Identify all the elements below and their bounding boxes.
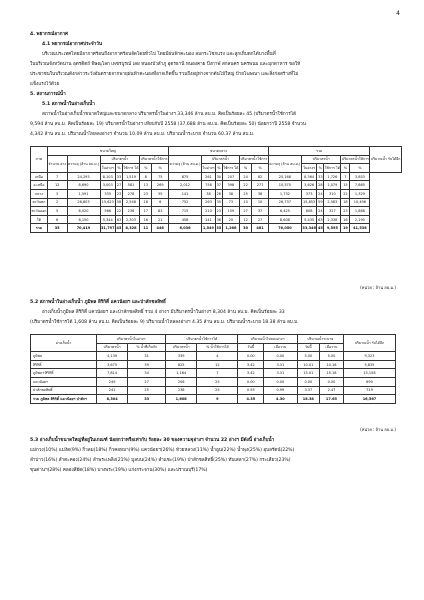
table-cell: 21	[152, 215, 169, 224]
table-cell: 2,583	[324, 198, 341, 207]
table-cell: 3	[47, 189, 67, 198]
table-cell: 10.01	[297, 360, 319, 369]
col-capacity: ความจุ (ล้าน ลบ.ม.)	[169, 155, 202, 172]
table-cell: 875	[169, 172, 202, 181]
table-cell: 24	[317, 189, 324, 198]
table-cell: 39	[128, 360, 166, 369]
table-cell: 2,548	[122, 198, 139, 207]
table-cell: 8,690	[67, 181, 100, 190]
table-cell: 481	[252, 224, 269, 233]
s53-line: ลำปาว(16%) ลำตะคอง(24%) ลำพระเพลิง(21%) มูลบน(24%) ลำแซะ(19%) ป่าสักชลสิทธิ์(25%) ทับเสลา(27%) กระเสียว(23%)	[30, 458, 291, 463]
table2-unit-note: (หน่วย : ล้าน ลบ.ม.)	[360, 427, 396, 432]
table-row	[31, 198, 402, 207]
table-cell: 3.42	[238, 360, 264, 369]
table-cell: 141	[169, 189, 202, 198]
sub-pct: %	[215, 164, 222, 173]
reservoir-line: สภาพน้ำในอ่างเก็บน้ำขนาดใหญ่และขนาดกลาง ปริมาตรน้ำในอ่างฯ 33,346 ล้าน ลบ.ม. คิดเป็นร้อยละ 45 (ปริมาตรน้ำใช้การได้	[42, 112, 297, 117]
section-4-1-title: 4.1 พยากรณ์อากาศประจำวัน	[42, 42, 103, 47]
sub-header: เมื่อวาน	[264, 343, 298, 352]
table-cell: 0.00	[264, 352, 298, 361]
table-cell: 2,338	[324, 215, 341, 224]
forecast-line: ในบริเวณจังหวัดน่าน อุตรดิตถ์ พิษณุโลก เพชรบูรณ์ เลย หนองบัวลำภู อุดรธานี หนองคาย บึงกาฬ สกลนคร นครพนม และมุกดาหาร ขอให้	[30, 62, 301, 67]
table-cell: 0.00	[297, 377, 319, 386]
table-cell: 20	[222, 215, 239, 224]
table-cell: 7	[47, 172, 67, 181]
table-cell: 446	[152, 224, 169, 233]
table-cell: 5,344	[100, 215, 116, 224]
row-label-cell: รวม	[31, 224, 48, 233]
table-cell: 15.18	[320, 369, 344, 378]
sub-pct: %	[140, 164, 152, 173]
table-cell: 33	[116, 172, 123, 181]
table-cell: 35	[215, 224, 222, 233]
table-cell: 25	[128, 386, 166, 395]
table-cell: 5.00	[320, 352, 344, 361]
table-cell: 3,853	[350, 172, 370, 181]
table-cell: 2.47	[320, 386, 344, 395]
table-cell: 2,012	[169, 181, 202, 190]
sub-header: % น้ำใช้การได้	[197, 343, 238, 352]
table-cell: 2	[47, 198, 67, 207]
table-cell: 76,050	[268, 224, 301, 233]
table-cell: 16	[341, 215, 350, 224]
table-cell: 22	[341, 189, 350, 198]
table-cell: 45	[116, 224, 123, 233]
table-cell: 566	[100, 207, 116, 216]
table-cell: 263	[202, 198, 216, 207]
table-cell: 9,323	[343, 352, 395, 361]
table-cell: 38	[202, 189, 216, 198]
group-large: ขนาดใหญ่	[47, 147, 168, 156]
table-cell: 27	[239, 207, 251, 216]
table-cell: 23	[116, 189, 123, 198]
table-cell: 4.35	[238, 395, 264, 404]
col-usable: ปริมาตรน้ำใช้การได้	[166, 335, 238, 344]
table-cell: 18.38	[297, 395, 319, 404]
row-label-cell: ตะวันออก	[31, 207, 48, 216]
table-cell: 25	[239, 189, 251, 198]
table-cell: 1,726	[324, 172, 341, 181]
table-cell: 12	[47, 181, 67, 190]
table-cell: 34	[128, 369, 166, 378]
reservoir-rows	[31, 172, 402, 224]
sub-header: เมื่อวาน	[320, 343, 344, 352]
major-dams-total-row	[31, 395, 396, 404]
table-row	[31, 189, 402, 198]
section-5-title: 5. สถานการณ์น้ำ	[30, 92, 66, 97]
table-cell: 719	[343, 386, 395, 395]
table-cell: 1,266	[222, 224, 239, 233]
reservoir-total-row	[31, 224, 402, 233]
table-cell: 9	[197, 395, 238, 404]
table-cell: 3,003	[100, 181, 116, 190]
table-cell: 1,549	[202, 224, 216, 233]
table-cell: 30	[215, 172, 222, 181]
table-cell: 3.42	[238, 369, 264, 378]
table-cell: 25	[197, 377, 238, 386]
table-cell: 25	[197, 386, 238, 395]
table-cell: 1,591	[67, 189, 100, 198]
sub-pct: %	[252, 164, 269, 173]
table-row	[31, 386, 396, 395]
reservoir-line: 9,594 ล้าน ลบ.ม. คิดเป็นร้อยละ 19) ปริมาตรน้ำในอ่างฯ เทียบกับปี 2558 (37,688 ล้าน ลบ.ม. คิดเป็นร้อยละ 50) น้อยกว่าปี 2558 จำนวน	[30, 122, 306, 127]
table-cell: 7	[341, 172, 350, 181]
table-cell: 5,835	[343, 360, 395, 369]
col-capacity: ความจุ (ล้าน ลบ.ม.)	[67, 155, 100, 172]
table-cell: 83	[152, 207, 169, 216]
sub-pct: %	[317, 164, 324, 173]
major-dams-table	[30, 334, 396, 404]
table-cell: 3,626	[301, 181, 317, 190]
table-cell: 8,150	[67, 215, 100, 224]
table-cell: 58	[116, 198, 123, 207]
table-cell: 7	[197, 369, 238, 378]
table-cell: 27	[128, 377, 166, 386]
sub-header: วันนี้	[238, 343, 264, 352]
table-cell: 0.00	[238, 352, 264, 361]
col-capacity: ความจุ (ล้าน ลบ.ม.)	[268, 155, 301, 172]
col-usable: ปริมาตรน้ำใช้การ	[341, 155, 370, 164]
table-cell: 12	[197, 360, 238, 369]
table-cell: 18	[140, 198, 152, 207]
table-cell: 4,139	[97, 352, 128, 361]
sub-pct: %	[239, 164, 251, 173]
table-cell: 37	[252, 207, 269, 216]
table-cell: 24,293	[67, 172, 100, 181]
row-label-cell: ป่าสักชลสิทธิ์	[31, 386, 97, 395]
table-cell: 5,435	[301, 215, 317, 224]
sub-usable: ใช้การ ได้	[222, 164, 239, 173]
table-cell: 70,419	[67, 224, 100, 233]
table-row	[31, 181, 402, 190]
table-cell: 2,190	[350, 215, 370, 224]
table-cell: 278	[122, 189, 139, 198]
sub-header: % น้ำที่เก็บกัก	[128, 343, 166, 352]
table-cell: 1,164	[166, 369, 197, 378]
table-cell: 141	[202, 215, 216, 224]
table-cell: 10,496	[350, 198, 370, 207]
reservoir-line: 4,342 ล้าน ลบ.ม. ปริมาณน้ำไหลลงอ่างฯ จำนวน 10.09 ล้าน ลบ.ม. ปริมาณน้ำระบาย จำนวน 60.37 ล้าน ลบ.ม.	[30, 132, 255, 137]
table-row	[31, 352, 396, 361]
col-volume: ปริมาตรน้ำในอ่างฯ	[97, 335, 166, 344]
section-4-title: 4. พยากรณ์อากาศ	[30, 32, 68, 37]
col-usable: ปริมาตรน้ำใช้การ	[239, 155, 268, 164]
table-cell: 249	[97, 377, 128, 386]
table-cell: 1,519	[122, 172, 139, 181]
table-cell: 241	[97, 386, 128, 395]
table-cell: 8,364	[301, 172, 317, 181]
sub-pct: %	[116, 164, 123, 173]
table-cell: 45	[317, 224, 324, 233]
table-cell: 269	[152, 181, 169, 190]
table-cell: 16	[140, 215, 152, 224]
table-cell: 25,168	[268, 172, 301, 181]
table-cell: 19	[341, 224, 350, 233]
table-cell: 7,865	[350, 181, 370, 190]
table-cell: 33,346	[301, 224, 317, 233]
table-cell: 63	[317, 215, 324, 224]
table-cell: 11	[140, 224, 152, 233]
table-cell: 75	[152, 172, 169, 181]
table-cell: 22	[116, 207, 123, 216]
table-cell: 16,567	[343, 395, 395, 404]
table-cell: 3.37	[297, 386, 319, 395]
table-cell: 4.30	[264, 395, 298, 404]
table-cell: 27	[116, 181, 123, 190]
table-cell: 207	[222, 172, 239, 181]
s53-line: ขุนด่านฯ(28%) คลองสียัด(18%) บางพระ(19%) แก่งกระจาน(30%) และปราณบุรี(17%)	[30, 468, 208, 473]
col-volume: ปริมาตรน้ำ	[100, 155, 140, 164]
table-cell: 24	[317, 207, 324, 216]
table-row	[31, 215, 402, 224]
table-cell: 18	[341, 198, 350, 207]
table-cell: 10.18	[320, 360, 344, 369]
col-dam-name: อ่างเก็บน้ำ	[31, 335, 97, 352]
table-cell: 24	[239, 172, 251, 181]
col-volume: ปริมาตรน้ำ	[301, 155, 341, 164]
reservoir-table	[30, 146, 402, 233]
table-cell: 373	[301, 189, 317, 198]
col-capacity-remaining: ปริมาณน้ำ รับได้อีก	[343, 335, 395, 352]
table-cell: 15.01	[297, 369, 319, 378]
table-cell: 690	[343, 377, 395, 386]
row-label-cell: รวม ภูมิพล สิริกิติ์ แควน้อยฯ ป่าสักฯ	[31, 395, 97, 404]
table-cell: 28	[215, 189, 222, 198]
section-5-1-title: 5.1 สภาพน้ำในอ่างเก็บน้ำ	[42, 102, 95, 107]
sub-pct: %	[341, 164, 350, 173]
table-cell: 6	[47, 215, 67, 224]
table-cell: 6,425	[268, 207, 301, 216]
col-capacity-remaining: ปริมาณน้ำ รับได้อีก	[370, 147, 401, 173]
table-cell: 0.99	[264, 386, 298, 395]
table-cell: 30	[239, 224, 251, 233]
table-cell: 22	[239, 181, 251, 190]
table-cell: 12	[239, 215, 251, 224]
table-row	[31, 207, 402, 216]
sub-pct: %	[152, 164, 169, 173]
table-cell: 752	[169, 198, 202, 207]
table-cell: 15,623	[100, 198, 116, 207]
section-5-2-title: 5.2 สภาพน้ำในอ่างเก็บน้ำ ภูมิพล สิริกิติ์ แควน้อยฯ และป่าสักชลสิทธิ์	[30, 300, 166, 305]
table-cell: 339	[166, 352, 197, 361]
table-cell: 261	[202, 172, 216, 181]
table-cell: 15,853	[301, 198, 317, 207]
table-cell: 10,570	[268, 181, 301, 190]
table-cell: 715	[169, 207, 202, 216]
table-cell: 8	[140, 172, 152, 181]
table-cell: 35	[215, 198, 222, 207]
table-cell: 33	[317, 172, 324, 181]
table-cell: 2,303	[122, 215, 139, 224]
table-cell: 238	[122, 207, 139, 216]
table-row	[31, 360, 396, 369]
table-cell: 10	[239, 198, 251, 207]
table-cell: 1,079	[324, 181, 341, 190]
table-cell: 73	[222, 198, 239, 207]
table-cell: 8,103	[100, 172, 116, 181]
table-cell: 15	[341, 181, 350, 190]
table-cell: 0.00	[320, 377, 344, 386]
col-inflow: ปริมาณน้ำไหลลงอ่างฯ	[238, 335, 297, 344]
table-cell: 8,608	[268, 215, 301, 224]
table-cell: 825	[166, 360, 197, 369]
table-cell: 210	[202, 207, 216, 216]
table-cell: 0.00	[238, 377, 264, 386]
sub-mcm: ในอ่างฯ	[301, 164, 317, 173]
table-cell: 8,304	[97, 395, 128, 404]
table-cell: 3.31	[264, 360, 298, 369]
table-cell: 26,737	[268, 198, 301, 207]
table-cell: 327	[324, 207, 341, 216]
table-cell: 206	[166, 377, 197, 386]
table-cell: 758	[202, 181, 216, 190]
s52-line: (ปริมาตรน้ำใช้การได้ 1,608 ล้าน ลบ.ม. คิดเป็นร้อยละ 9) ปริมาณน้ำไหลลงอ่างฯ 4.35 ล้าน ลบ.ม. ปริมาณน้ำระบาย 18.38 ล้าน ลบ.ม.	[30, 320, 299, 325]
table-cell: 5.00	[297, 352, 319, 361]
table-cell: 1,608	[166, 395, 197, 404]
table-cell: 310	[324, 189, 341, 198]
table-cell: 23	[341, 207, 350, 216]
table-cell: 8,328	[122, 224, 139, 233]
table-cell: 27	[252, 215, 269, 224]
forecast-line: ประชาชนในบริเวณดังกล่าวระวังอันตรายจากพายุฝนฟ้าคะนองที่อาจเกิดขึ้น รวมถึงอยู่ห่างจากต้นไม้ใหญ่ ป้ายโฆษณา และสิ่งก่อสร้างที่ไม่	[30, 72, 299, 77]
table-cell: 36	[215, 215, 222, 224]
table-cell: 63	[116, 215, 123, 224]
s52-line: อ่างเก็บน้ำภูมิพล สิริกิติ์ แควน้อยฯ และป่าสักชลสิทธิ์ รวม 4 อ่างฯ มีปริมาตรน้ำในอ่างฯ 8,304 ล้าน ลบ.ม. คิดเป็นร้อยละ 33	[42, 310, 285, 315]
table-cell: 23	[140, 189, 152, 198]
table-cell: 398	[222, 181, 239, 190]
table-cell: 608	[301, 207, 317, 216]
section-5-3-line: 5.3 อ่างเก็บน้ำขนาดใหญ่ที่อยู่ในเกณฑ์ น้อยกว่าหรือเท่ากับ ร้อยละ 30 ของความจุอ่างฯ จำนวน 22 อ่างฯ มีดังนี้ อ่างเก็บน้ำ	[30, 438, 275, 443]
table-cell: 5	[47, 207, 67, 216]
row-label-cell: กลาง	[31, 189, 48, 198]
table-cell: 31,797	[100, 224, 116, 233]
table-cell: 82	[252, 172, 269, 181]
col-region: ภาค	[31, 147, 48, 173]
table-cell: 1,329	[350, 189, 370, 198]
table-cell: 33	[128, 395, 166, 404]
table-cell: 238	[166, 386, 197, 395]
row-label-cell: ใต้	[31, 215, 48, 224]
col-release: ปริมาณน้ำระบาย	[297, 335, 343, 344]
table-cell: 6,020	[67, 207, 100, 216]
table-cell: 23	[215, 207, 222, 216]
table-cell: 581	[122, 181, 139, 190]
table-cell: 35	[152, 189, 169, 198]
table-cell: 458	[169, 215, 202, 224]
table-cell: 9,595	[324, 224, 341, 233]
table-cell: 4	[197, 352, 238, 361]
table-cell: 28	[317, 181, 324, 190]
page-number: 4	[396, 10, 400, 17]
table-cell: 0.00	[264, 377, 298, 386]
table-cell: 13	[140, 181, 152, 190]
col-volume: ปริมาตรน้ำ	[202, 155, 240, 164]
col-usable: ปริมาตรน้ำใช้การ	[140, 155, 169, 164]
table-cell: 15,158	[343, 369, 395, 378]
table-cell: 26,803	[67, 198, 100, 207]
table-cell: 41,538	[350, 224, 370, 233]
row-label-cell: ตะวันตก	[31, 198, 48, 207]
table-row	[31, 172, 402, 181]
row-label-cell: สิริกิติ์	[31, 360, 97, 369]
table-cell: 38	[252, 189, 269, 198]
sub-usable: ใช้การ ได้	[324, 164, 341, 173]
table-cell: 17	[140, 207, 152, 216]
table-cell: 1,868	[350, 207, 370, 216]
table-cell: 3,675	[97, 360, 128, 369]
row-label-cell: ภูมิพล+สิริกิติ์	[31, 369, 97, 378]
table-cell: 38	[222, 189, 239, 198]
table-cell: 6,036	[169, 224, 202, 233]
table-cell: 37	[215, 181, 222, 190]
row-label-cell: แควน้อยฯ	[31, 377, 97, 386]
table-row	[31, 377, 396, 386]
major-dam-rows	[31, 352, 396, 395]
sub-usable: ใช้การ ได้	[122, 164, 139, 173]
table-cell: 159	[222, 207, 239, 216]
row-label-cell: เหนือ	[31, 172, 48, 181]
col-count: จำนวน อ่าง	[47, 155, 67, 172]
sub-mcm: ในอ่างฯ	[202, 164, 216, 173]
sub-mcm: ในอ่างฯ	[100, 164, 116, 173]
table-cell: 59	[317, 198, 324, 207]
table-cell: 10	[252, 198, 269, 207]
sub-header: ปริมาตรน้ำ	[97, 343, 128, 352]
row-label-cell: ภูมิพล	[31, 352, 97, 361]
table-row	[31, 369, 396, 378]
table-cell: 6	[152, 198, 169, 207]
sub-header: ปริมาตรน้ำ	[166, 343, 197, 352]
table-cell: 335	[100, 189, 116, 198]
sub-pct: %	[350, 164, 370, 173]
table-cell: 17.65	[320, 395, 344, 404]
table-cell: 0.93	[238, 386, 264, 395]
group-total: รวม	[268, 147, 370, 156]
group-medium: ขนาดกลาง	[169, 147, 269, 156]
table-cell: 3.31	[264, 369, 298, 378]
forecast-line: บริเวณประเทศไทยมีอากาศร้อนถึงอากาศร้อนจัดโดยทั่วไป โดยมีฝนฟ้าคะนอง ลมกระโชกแรง และลูกเห็บตกได้บางพื้นที่	[42, 52, 276, 57]
table-cell: 277	[252, 181, 269, 190]
table-cell: 1,732	[268, 189, 301, 198]
sub-header: วันนี้	[297, 343, 319, 352]
row-label-cell: อ.เหนือ	[31, 181, 48, 190]
forecast-line: แข็งแรงไว้ด้วย	[30, 82, 60, 87]
s53-line: แม่กวง(10%) แม่งัด(9%) กิ่วลม(18%) กิ่วคอหมา(9%) แควน้อยฯ(26%) ห้วยหลวง(11%) น้ำอูน(22%) น้ำพุง(25%) อุบลรัตน์(22%)	[30, 448, 295, 453]
table-cell: 7,814	[97, 369, 128, 378]
table-cell: 35	[47, 224, 67, 233]
table-cell: 31	[128, 352, 166, 361]
table1-unit-note: (หน่วย : ล้าน ลบ.ม.)	[360, 285, 396, 290]
